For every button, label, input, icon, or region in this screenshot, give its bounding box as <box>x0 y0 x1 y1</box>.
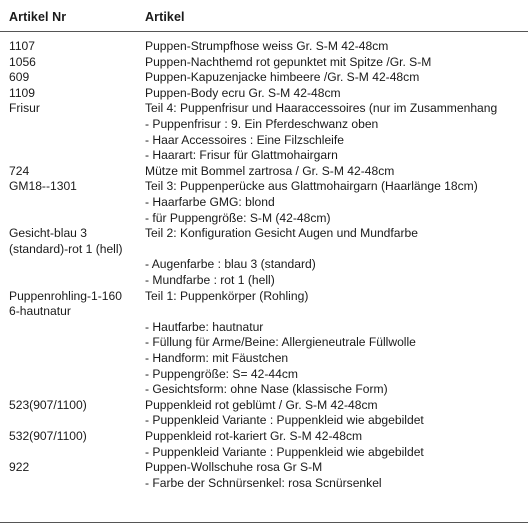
bottom-divider <box>0 522 528 523</box>
table-row <box>0 429 528 460</box>
artikel-text: - Augenfarbe : blau 3 (standard) <box>145 257 316 272</box>
artikel-nr-text: 523(907/1100) <box>9 397 87 412</box>
artikel-text: Mütze mit Bommel zartrosa / Gr. S-M 42-48cm <box>145 163 395 178</box>
artikel-text: Puppen-Strumpfhose weiss Gr. S-M 42-48cm <box>145 39 389 53</box>
artikel-nr-text: 1056 <box>9 54 36 69</box>
artikel-nr-text: 1109 <box>9 85 36 100</box>
artikel-text <box>145 242 528 258</box>
artikel-cell <box>145 86 528 102</box>
artikel-nr-text: 1107 <box>9 39 36 53</box>
artikel-text: Teil 3: Puppenperücke aus Glattmohairgarn (Haarlänge 18cm) <box>145 179 478 194</box>
artikel-text: - Handform: mit Fäustchen <box>145 350 289 365</box>
artikel-nr-text: 724 <box>9 163 30 178</box>
artikel-nr-cell <box>9 429 143 445</box>
table-row <box>0 86 528 102</box>
artikel-cell <box>145 460 528 491</box>
table-row <box>0 101 528 163</box>
artikel-nr-cell <box>9 179 143 195</box>
table-row <box>0 164 528 180</box>
table-row <box>0 289 528 398</box>
artikel-nr-cell <box>9 398 143 414</box>
artikel-nr-cell <box>9 289 143 320</box>
artikel-text: Puppen-Kapuzenjacke himbeere /Gr. S-M 42-48cm <box>145 70 420 85</box>
column-header-artikel: Artikel <box>145 10 185 24</box>
artikel-text: - Hautfarbe: hautnatur <box>145 319 264 334</box>
artikel-cell <box>145 39 528 55</box>
artikel-cell <box>145 179 528 226</box>
artikel-text: Puppen-Body ecru Gr. S-M 42-48cm <box>145 85 341 100</box>
artikel-cell <box>145 289 528 398</box>
artikel-nr-cell <box>9 55 143 71</box>
artikel-text: - Puppenfrisur : 9. Ein Pferdeschwanz oben <box>145 116 379 131</box>
artikel-cell <box>145 70 528 86</box>
table-header <box>0 4 528 30</box>
artikel-nr-text: 922 <box>9 460 30 475</box>
artikel-text: - Puppenkleid Variante : Puppenkleid wie abgebildet <box>145 444 424 459</box>
artikel-cell <box>145 398 528 429</box>
table-row <box>0 39 528 55</box>
artikel-nr-cell <box>9 164 143 180</box>
table-row <box>0 70 528 86</box>
artikel-nr-cell <box>9 39 143 55</box>
artikel-nr-cell <box>9 460 143 476</box>
artikel-nr-text: 6-hautnatur <box>9 304 71 319</box>
artikel-cell <box>145 101 528 163</box>
artikel-nr-cell <box>9 86 143 102</box>
artikel-text: Puppenkleid rot geblümt / Gr. S-M 42-48cm <box>145 397 378 412</box>
artikel-cell <box>145 55 528 71</box>
artikel-text: - Haarfarbe GMG: blond <box>145 194 275 209</box>
artikel-nr-cell <box>9 101 143 117</box>
artikel-nr-cell <box>9 226 143 257</box>
header-divider <box>0 31 528 32</box>
artikel-text: - Puppenkleid Variante : Puppenkleid wie abgebildet <box>145 413 424 428</box>
artikel-text: - Puppengröße: S= 42-44cm <box>145 366 298 381</box>
table-row <box>0 460 528 491</box>
artikel-cell <box>145 226 528 288</box>
artikel-nr-text: Frisur <box>9 101 40 116</box>
artikel-text <box>145 304 528 320</box>
artikel-text: - Füllung für Arme/Beine: Allergieneutrale Füllwolle <box>145 335 416 350</box>
artikel-text: - Haar Accessoires : Eine Filzschleife <box>145 132 344 147</box>
table-row <box>0 55 528 71</box>
artikel-text: - Farbe der Schnürsenkel: rosa Scnürsenkel <box>145 475 382 490</box>
table-row <box>0 398 528 429</box>
artikel-nr-text: Puppenrohling-1-160 <box>9 288 122 303</box>
artikel-text: Puppenkleid rot-kariert Gr. S-M 42-48cm <box>145 428 363 443</box>
artikel-text: - Gesichtsform: ohne Nase (klassische Form) <box>145 382 388 397</box>
artikel-nr-cell <box>9 70 143 86</box>
artikel-text: Puppen-Nachthemd rot gepunktet mit Spitze /Gr. S-M <box>145 54 432 69</box>
artikel-text: Teil 4: Puppenfrisur und Haaraccessoires (nur im Zusammenhang <box>145 101 498 116</box>
artikel-nr-text: (standard)-rot 1 (hell) <box>9 241 123 256</box>
artikel-nr-text: Gesicht-blau 3 <box>9 226 87 241</box>
artikel-nr-text: 532(907/1100) <box>9 428 87 443</box>
artikel-text: - Haarart: Frisur für Glattmohairgarn <box>145 148 338 163</box>
table-body <box>0 39 528 491</box>
artikel-nr-text: 609 <box>9 70 30 85</box>
table-row <box>0 226 528 288</box>
artikel-text: Puppen-Wollschuhe rosa Gr S-M <box>145 460 323 475</box>
artikel-text: - Mundfarbe : rot 1 (hell) <box>145 272 275 287</box>
artikel-text: Teil 2: Konfiguration Gesicht Augen und Mundfarbe <box>145 226 418 241</box>
table-row <box>0 179 528 226</box>
artikel-text: Teil 1: Puppenkörper (Rohling) <box>145 288 309 303</box>
artikel-cell <box>145 164 528 180</box>
column-header-artikel-nr: Artikel Nr <box>9 10 67 24</box>
artikel-nr-text: GM18--1301 <box>9 179 77 194</box>
artikel-text: - für Puppengröße: S-M (42-48cm) <box>145 210 331 225</box>
artikel-cell <box>145 429 528 460</box>
